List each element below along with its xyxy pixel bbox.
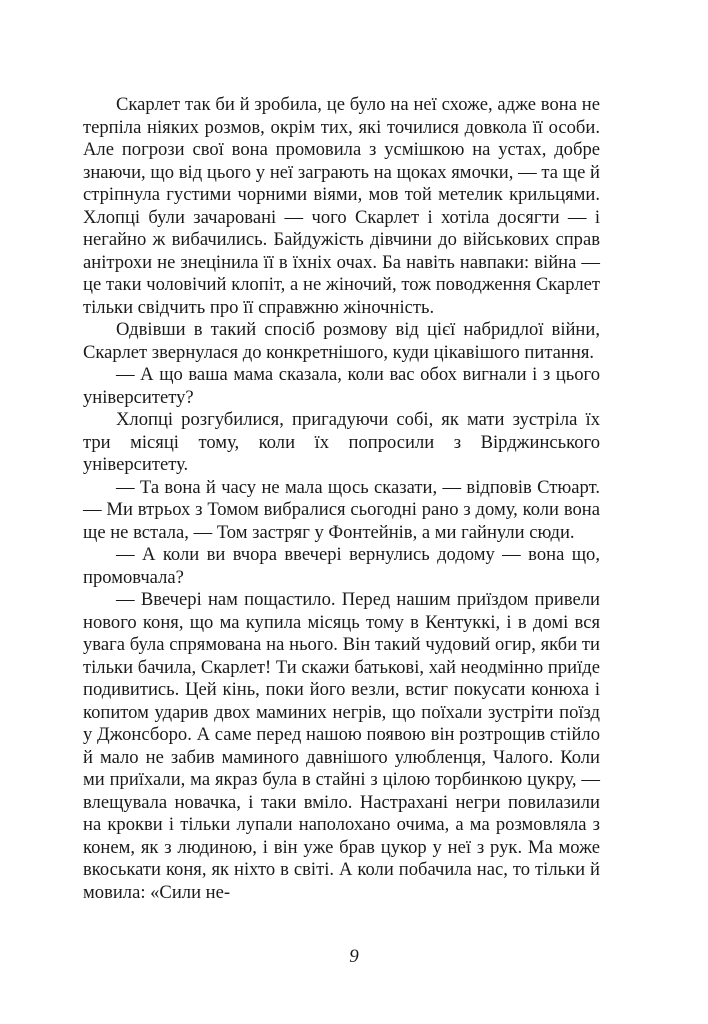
page-number: 9 (349, 946, 359, 967)
paragraph: — А коли ви вчора ввечері вернулись додому — вона що, промовчала? (83, 544, 600, 588)
paragraph: Одвівши в такий спосіб розмову від цієї набридлої війни, Скарлет звернулася до конкретнішого, куди цікавішого питання. (83, 319, 600, 363)
paragraph: Хлопці розгубилися, пригадуючи собі, як мати зустріла їх три місяці тому, коли їх попросили з Вірджинського університету. (83, 409, 600, 475)
paragraph: — А що ваша мама сказала, коли вас обох вигнали і з цього університету? (83, 364, 600, 408)
paragraph: — Ввечері нам пощастило. Перед нашим приїздом привели нового коня, що ма купила місяць тому в Кентуккі, і в домі вся увага була спрямована на нього. Він такий чудовий огир, якби ти тільки бачила, Скарлет! Ти скажи батькові, хай неодмінно приїде подивитись. Цей кінь, поки його везли, встиг покусати конюха і копитом ударив двох маминих негрів, що поїхали зустріти поїзд у Джонсборо. А саме перед нашою появою він розтрощив стійло й мало не забив маминого давнішого улюбленця, Чалого. Коли ми приїхали, ма якраз була в стайні з цілою торбинкою цукру, — влещувала новачка, і таки вміло. Настрахані негри повилазили на крокви і тільки лупали наполохано очима, а ма розмовляла з конем, як з людиною, і він уже брав цукор у неї з рук. Ма може вкоськати коня, як ніхто в світі. А коли побачила нас, то тільки й мовила: «Сили не- (83, 589, 600, 903)
paragraph: Скарлет так би й зробила, це було на неї схоже, адже вона не терпіла ніяких розмов, окрім тих, які точилися довкола її особи. Але погрози свої вона промовила з усмішкою на устах, добре знаючи, що від цього у неї заграють на щоках ямочки, — та ще й стріпнула густими чорними віями, мов той метелик крильцями. Хлопці були зачаровані — чого Скарлет і хотіла досягти — і негайно ж вибачились. Байдужість дівчини до військових справ анітрохи не знецінила її в їхніх очах. Ба навіть навпаки: війна — це таки чоловічий клопіт, а не жіночий, тож поводження Скарлет тільки свідчить про її справжню жіночність. (83, 94, 600, 318)
page-body (83, 94, 600, 904)
paragraph: — Та вона й часу не мала щось сказати, — відповів Стюарт. — Ми втрьох з Томом вибралися сьогодні рано з дому, коли вона ще не встала, — Том застряг у Фонтейнів, а ми гайнули сюди. (83, 476, 600, 543)
